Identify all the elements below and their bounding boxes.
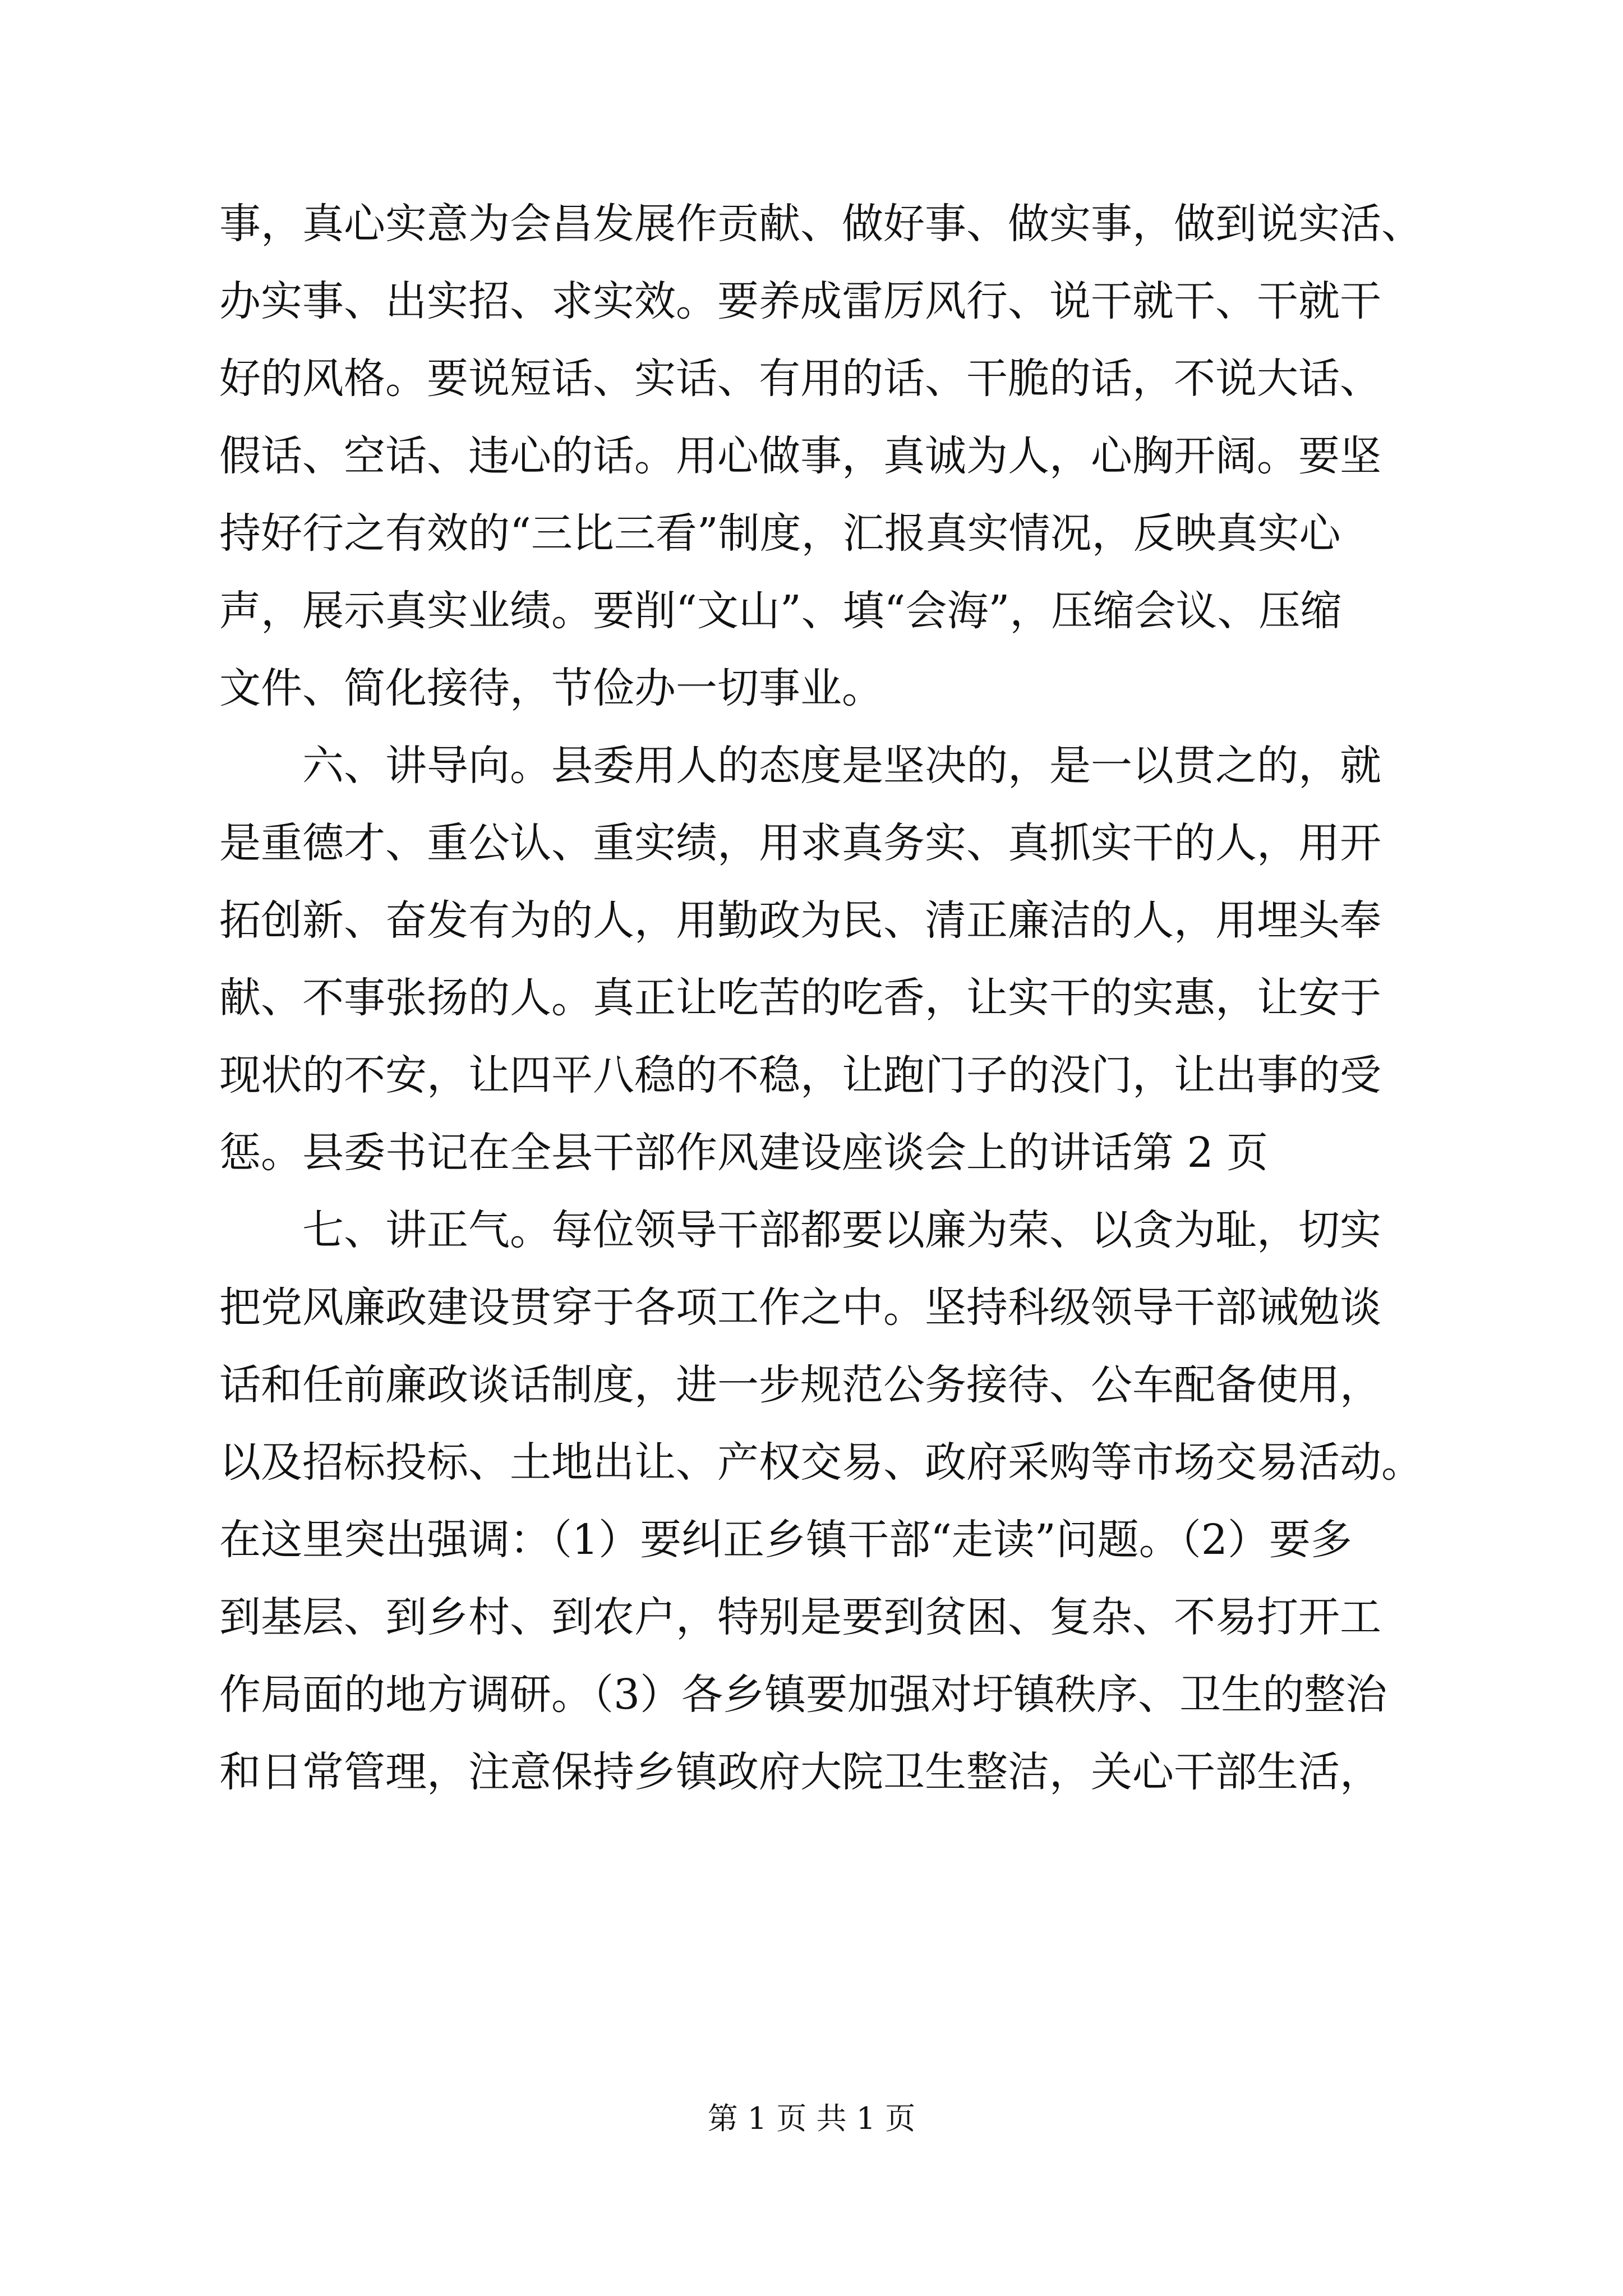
text-line: 献、不事张扬的人。真正让吃苦的吃香，让实干的实惠，让安于 — [219, 974, 1381, 1022]
text-line: 事，真心实意为会昌发展作贡献、做好事、做实事，做到说实活、 — [219, 200, 1423, 248]
text-line: 话和任前廉政谈话制度，进一步规范公务接待、公车配备使用， — [219, 1361, 1381, 1409]
paragraph-start-line: 六、讲导向。县委用人的态度是坚决的，是一以贯之的，就 — [302, 742, 1381, 790]
text-line: 把党风廉政建设贯穿于各项工作之中。坚持科级领导干部诫勉谈 — [219, 1283, 1381, 1332]
paragraph-start-line: 七、讲正气。每位领导干部都要以廉为荣、以贪为耻，切实 — [302, 1206, 1381, 1254]
text-line: 持好行之有效的“三比三看”制度，汇报真实情况，反映真实心 — [219, 509, 1341, 558]
text-line: 以及招标投标、土地出让、产权交易、政府采购等市场交易活动。 — [219, 1438, 1423, 1487]
text-line: 好的风格。要说短话、实话、有用的话、干脆的话，不说大话、 — [219, 355, 1381, 403]
text-line: 惩。县委书记在全县干部作风建设座谈会上的讲话第 2 页 — [219, 1129, 1269, 1177]
text-line: 和日常管理，注意保持乡镇政府大院卫生整洁，关心干部生活， — [219, 1748, 1381, 1796]
text-line: 是重德才、重公认、重实绩，用求真务实、真抓实干的人，用开 — [219, 819, 1381, 867]
text-line: 到基层、到乡村、到农户，特别是要到贫困、复杂、不易打开工 — [219, 1593, 1381, 1641]
text-line: 假话、空话、违心的话。用心做事，真诚为人，心胸开阔。要坚 — [219, 432, 1381, 480]
page-footer: 第 1 页 共 1 页 — [707, 2101, 916, 2136]
document-body — [219, 185, 1470, 1811]
text-line: 在这里突出强调：（1）要纠正乡镇干部“走读”问题。（2）要多 — [219, 1516, 1352, 1564]
text-line: 现状的不安，让四平八稳的不稳，让跑门子的没门，让出事的受 — [219, 1051, 1381, 1099]
text-line: 拓创新、奋发有为的人，用勤政为民、清正廉洁的人，用埋头奉 — [219, 896, 1381, 945]
text-line: 声，展示真实业绩。要削“文山”、填“会海”，压缩会议、压缩 — [219, 587, 1342, 635]
text-line: 作局面的地方调研。（3）各乡镇要加强对圩镇秩序、卫生的整治 — [219, 1671, 1387, 1719]
text-line: 文件、简化接待，节俭办一切事业。 — [219, 664, 883, 712]
text-line: 办实事、出实招、求实效。要养成雷厉风行、说干就干、干就干 — [219, 277, 1381, 325]
